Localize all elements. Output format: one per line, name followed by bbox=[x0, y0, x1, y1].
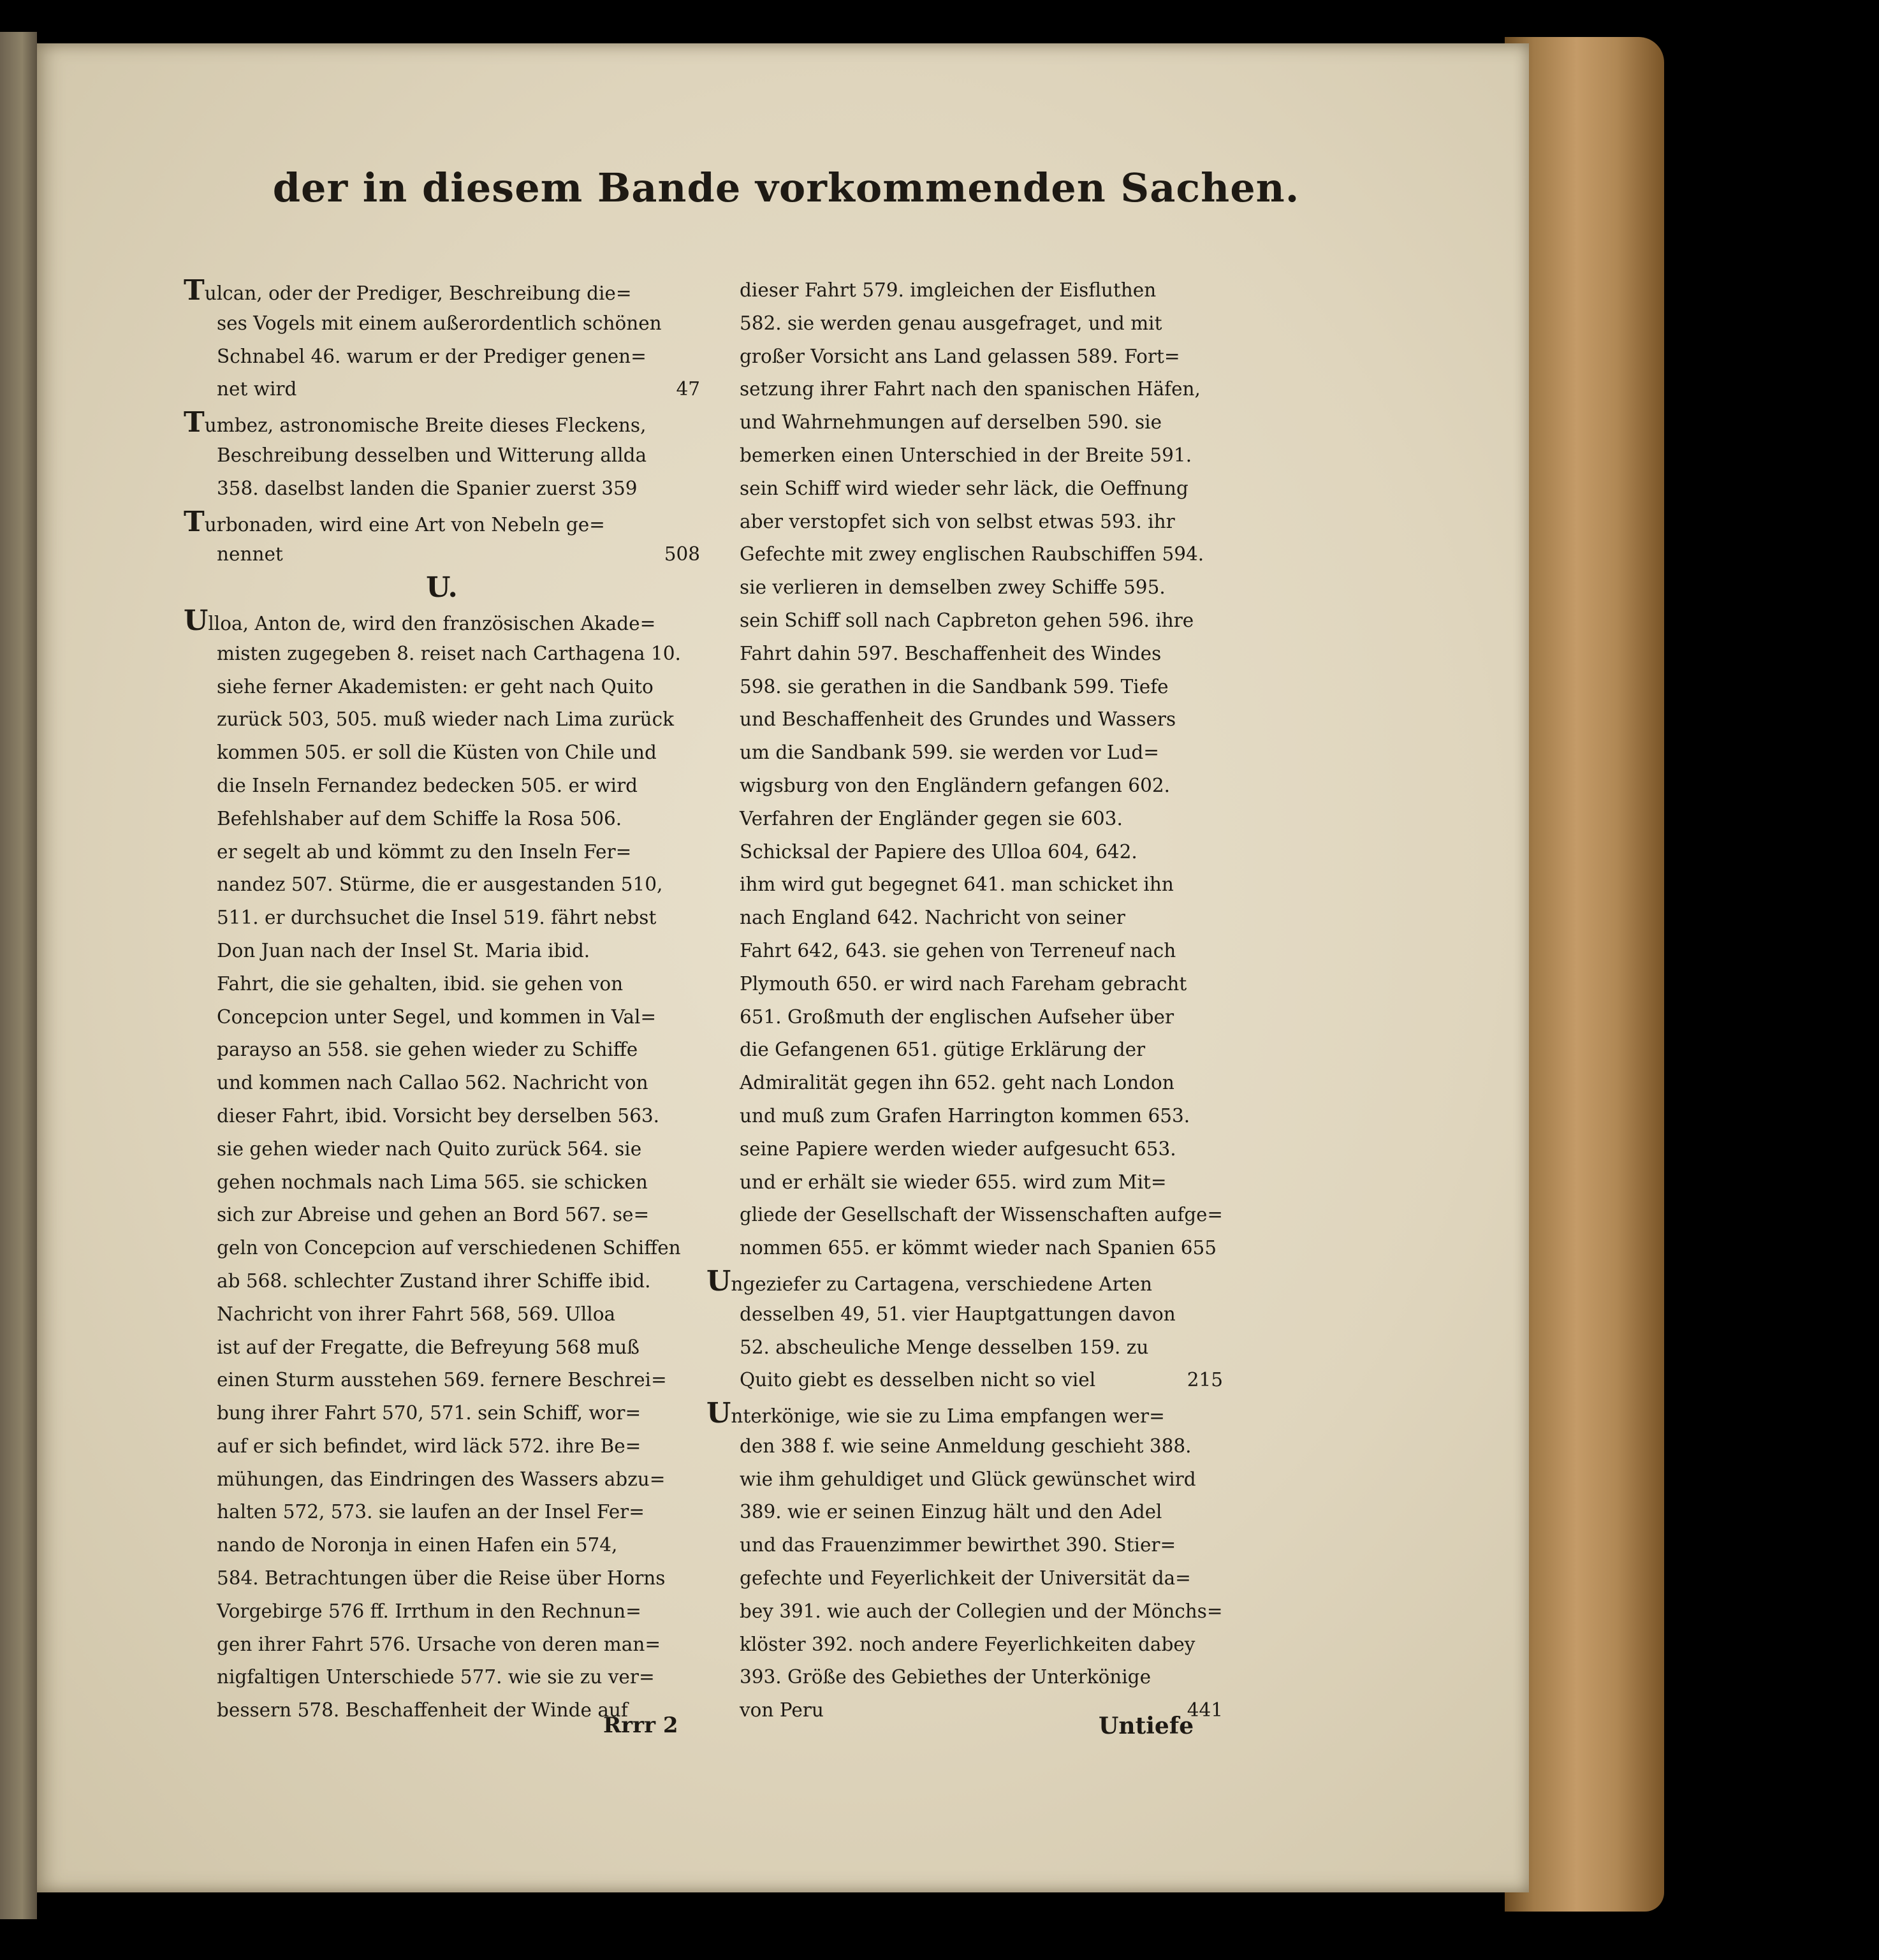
index-line bbox=[184, 1166, 700, 1199]
index-line bbox=[706, 506, 1223, 539]
line-text: er segelt ab und kömmt zu den Inseln Fer= bbox=[217, 840, 632, 863]
index-line bbox=[184, 1232, 700, 1265]
line-text: Turbonaden, wird eine Art von Nebeln ge= bbox=[184, 505, 605, 538]
index-line bbox=[706, 1529, 1223, 1562]
index-line bbox=[184, 373, 700, 406]
line-text: die Gefangenen 651. gütige Erklärung der bbox=[740, 1039, 1146, 1061]
index-line bbox=[184, 1034, 700, 1067]
index-line bbox=[184, 736, 700, 770]
line-text: 651. Großmuth der englischen Aufseher über bbox=[740, 1006, 1174, 1028]
index-line bbox=[184, 868, 700, 902]
line-text: Ulloa, Anton de, wird den französischen Akade= bbox=[184, 604, 656, 637]
index-line bbox=[184, 1529, 700, 1562]
index-line bbox=[706, 274, 1223, 307]
line-text: setzung ihrer Fahrt nach den spanischen Häfen, bbox=[740, 378, 1201, 400]
line-text: Concepcion unter Segel, und kommen in Val= bbox=[217, 1006, 657, 1028]
line-text: bemerken einen Unterschied in der Breite 591. bbox=[740, 444, 1192, 466]
line-text: Beschreibung desselben und Witterung allda bbox=[217, 444, 647, 466]
index-entry-head bbox=[184, 406, 700, 439]
index-line bbox=[706, 1496, 1223, 1529]
line-text: sich zur Abreise und gehen an Bord 567. se= bbox=[217, 1204, 650, 1226]
line-text: 358. daselbst landen die Spanier zuerst 359 bbox=[217, 477, 638, 499]
line-text: dieser Fahrt, ibid. Vorsicht bey derselben 563. bbox=[217, 1104, 660, 1127]
line-text: und Beschaffenheit des Grundes und Wassers bbox=[740, 708, 1176, 731]
line-text: Tulcan, oder der Prediger, Beschreibung die= bbox=[184, 274, 632, 307]
index-line bbox=[184, 1463, 700, 1496]
index-line bbox=[706, 1166, 1223, 1199]
line-text: sein Schiff soll nach Capbreton gehen 596. ihre bbox=[740, 609, 1194, 631]
line-text: und das Frauenzimmer bewirthet 390. Stier= bbox=[740, 1534, 1176, 1556]
index-line bbox=[706, 1628, 1223, 1662]
index-line bbox=[706, 770, 1223, 803]
index-line bbox=[706, 1001, 1223, 1034]
index-line bbox=[184, 1595, 700, 1628]
running-head: der in diesem Bande vorkommenden Sachen. bbox=[272, 165, 1300, 211]
line-text: sein Schiff wird wieder sehr läck, die Oeffnung bbox=[740, 477, 1188, 499]
line-text: klöster 392. noch andere Feyerlichkeiten dabey bbox=[740, 1633, 1195, 1655]
line-text: bung ihrer Fahrt 570, 571. sein Schiff, wor= bbox=[217, 1402, 641, 1424]
index-line bbox=[184, 836, 700, 869]
line-text: zurück 503, 505. muß wieder nach Lima zurück bbox=[217, 708, 675, 731]
line-text: nigfaltigen Unterschiede 577. wie sie zu ver= bbox=[217, 1666, 655, 1688]
line-text: und er erhält sie wieder 655. wird zum Mit= bbox=[740, 1171, 1167, 1193]
index-line bbox=[184, 1067, 700, 1100]
line-text: Plymouth 650. er wird nach Fareham gebracht bbox=[740, 972, 1187, 995]
page-number: 215 bbox=[1187, 1369, 1223, 1391]
line-text: einen Sturm ausstehen 569. fernere Beschrei= bbox=[217, 1369, 667, 1391]
index-line bbox=[706, 1661, 1223, 1694]
index-line bbox=[184, 703, 700, 736]
line-text: gliede der Gesellschaft der Wissenschaften aufge= bbox=[740, 1204, 1223, 1226]
index-line bbox=[706, 1562, 1223, 1595]
line-text: seine Papiere werden wieder aufgesucht 653. bbox=[740, 1137, 1176, 1160]
index-line bbox=[706, 703, 1223, 736]
index-line bbox=[706, 1067, 1223, 1100]
section-letter bbox=[184, 571, 700, 604]
index-line bbox=[184, 1661, 700, 1694]
line-text: Schnabel 46. warum er der Prediger genen= bbox=[217, 345, 647, 367]
line-text: wie ihm gehuldiget und Glück gewünschet wird bbox=[740, 1468, 1196, 1490]
index-line bbox=[706, 1100, 1223, 1133]
index-line bbox=[706, 340, 1223, 374]
index-line bbox=[706, 1298, 1223, 1331]
page-number: 508 bbox=[664, 543, 700, 566]
index-line bbox=[184, 538, 700, 571]
index-line bbox=[184, 307, 700, 340]
line-text: ist auf der Fregatte, die Befreyung 568 muß bbox=[217, 1336, 640, 1358]
line-text: Gefechte mit zwey englischen Raubschiffen 594. bbox=[740, 543, 1204, 566]
line-text: Fahrt, die sie gehalten, ibid. sie gehen von bbox=[217, 972, 624, 995]
line-text: geln von Concepcion auf verschiedenen Schiffen bbox=[217, 1237, 681, 1259]
line-text: gehen nochmals nach Lima 565. sie schicken bbox=[217, 1171, 648, 1193]
index-column-left bbox=[184, 274, 700, 1727]
index-line bbox=[706, 1331, 1223, 1364]
page-number: 47 bbox=[676, 378, 700, 400]
line-text: nach England 642. Nachricht von seiner bbox=[740, 907, 1125, 929]
line-text: net wird bbox=[217, 378, 297, 400]
line-text: Verfahren der Engländer gegen sie 603. bbox=[740, 807, 1123, 830]
index-line bbox=[184, 1397, 700, 1430]
line-text: bey 391. wie auch der Collegien und der Mönchs= bbox=[740, 1600, 1223, 1622]
line-text: nando de Noronja in einen Hafen ein 574, bbox=[217, 1534, 618, 1556]
index-line bbox=[184, 902, 700, 935]
index-line bbox=[184, 1001, 700, 1034]
line-text: Admiralität gegen ihn 652. geht nach London bbox=[740, 1072, 1174, 1094]
index-page bbox=[37, 43, 1529, 1892]
index-line bbox=[706, 638, 1223, 671]
index-line bbox=[706, 373, 1223, 406]
line-text: Don Juan nach der Insel St. Maria ibid. bbox=[217, 939, 590, 962]
index-line bbox=[184, 1199, 700, 1232]
page-number: 441 bbox=[1187, 1699, 1223, 1722]
index-entry-head bbox=[184, 604, 700, 638]
index-line bbox=[706, 1595, 1223, 1628]
line-text: die Inseln Fernandez bedecken 505. er wird bbox=[217, 774, 638, 796]
index-line bbox=[706, 439, 1223, 472]
line-text: sie gehen wieder nach Quito zurück 564. sie bbox=[217, 1137, 642, 1160]
index-line bbox=[706, 1463, 1223, 1496]
line-text: 582. sie werden genau ausgefraget, und mit bbox=[740, 312, 1162, 334]
index-line bbox=[184, 638, 700, 671]
index-line bbox=[184, 770, 700, 803]
line-text: wigsburg von den Engländern gefangen 602. bbox=[740, 774, 1170, 796]
line-text: und kommen nach Callao 562. Nachricht von bbox=[217, 1072, 648, 1094]
index-line bbox=[706, 307, 1223, 340]
index-line bbox=[184, 472, 700, 506]
index-line bbox=[706, 803, 1223, 836]
index-line bbox=[184, 1265, 700, 1298]
line-text: 393. Größe des Gebiethes der Unterkönige bbox=[740, 1666, 1152, 1688]
index-entry-head bbox=[184, 506, 700, 539]
line-text: desselben 49, 51. vier Hauptgattungen davon bbox=[740, 1303, 1176, 1325]
line-text: 598. sie gerathen in die Sandbank 599. Tiefe bbox=[740, 675, 1169, 698]
line-text: Schicksal der Papiere des Ulloa 604, 642. bbox=[740, 840, 1137, 863]
catchword: Untiefe bbox=[1099, 1713, 1194, 1739]
line-text: Quito giebt es desselben nicht so viel bbox=[740, 1369, 1096, 1391]
line-text: parayso an 558. sie gehen wieder zu Schiffe bbox=[217, 1039, 638, 1061]
line-text: nommen 655. er kömmt wieder nach Spanien 655 bbox=[740, 1237, 1217, 1259]
line-text: um die Sandbank 599. sie werden vor Lud= bbox=[740, 742, 1160, 764]
index-line bbox=[184, 1562, 700, 1595]
index-line bbox=[184, 1100, 700, 1133]
index-line bbox=[706, 868, 1223, 902]
line-text: und muß zum Grafen Harrington kommen 653. bbox=[740, 1104, 1190, 1127]
line-text: 511. er durchsuchet die Insel 519. fährt nebst bbox=[217, 907, 657, 929]
line-text: gefechte und Feyerlichkeit der Universität da= bbox=[740, 1567, 1191, 1590]
previous-page-edge bbox=[0, 32, 37, 1919]
index-line bbox=[706, 902, 1223, 935]
line-text: Vorgebirge 576 ff. Irrthum in den Rechnun= bbox=[217, 1600, 641, 1622]
index-line bbox=[706, 406, 1223, 439]
index-line bbox=[184, 935, 700, 968]
index-line bbox=[706, 1133, 1223, 1166]
index-line bbox=[706, 671, 1223, 704]
line-text: ses Vogels mit einem außerordentlich schönen bbox=[217, 312, 662, 334]
index-entry-head bbox=[706, 1265, 1223, 1298]
line-text: ab 568. schlechter Zustand ihrer Schiffe ibid. bbox=[217, 1269, 651, 1292]
index-line bbox=[184, 1133, 700, 1166]
signature-mark: Rrrr 2 bbox=[603, 1713, 678, 1738]
line-text: Ungeziefer zu Cartagena, verschiedene Arten bbox=[706, 1264, 1152, 1298]
index-line bbox=[184, 968, 700, 1001]
line-text: Fahrt dahin 597. Beschaffenheit des Windes bbox=[740, 642, 1162, 664]
index-line bbox=[706, 1199, 1223, 1232]
index-line bbox=[706, 935, 1223, 968]
line-text: siehe ferner Akademisten: er geht nach Quito bbox=[217, 675, 654, 698]
line-text: und Wahrnehmungen auf derselben 590. sie bbox=[740, 411, 1162, 434]
line-text: dieser Fahrt 579. imgleichen der Eisfluthen bbox=[740, 279, 1157, 301]
index-line bbox=[706, 1430, 1223, 1463]
index-line bbox=[184, 1298, 700, 1331]
line-text: nennet bbox=[217, 543, 283, 566]
line-text: Befehlshaber auf dem Schiffe la Rosa 506. bbox=[217, 807, 622, 830]
index-entry-head bbox=[706, 1397, 1223, 1430]
index-line bbox=[184, 439, 700, 472]
line-text: kommen 505. er soll die Küsten von Chile und bbox=[217, 742, 657, 764]
index-line bbox=[706, 571, 1223, 604]
line-text: den 388 f. wie seine Anmeldung geschieht 388. bbox=[740, 1435, 1192, 1457]
line-text: sie verlieren in demselben zwey Schiffe 595. bbox=[740, 576, 1166, 599]
index-line bbox=[706, 1034, 1223, 1067]
index-line bbox=[184, 1496, 700, 1529]
index-line bbox=[184, 1331, 700, 1364]
line-text: halten 572, 573. sie laufen an der Insel Fer= bbox=[217, 1501, 645, 1523]
line-text: nandez 507. Stürme, die er ausgestanden 510, bbox=[217, 874, 663, 896]
line-text: von Peru bbox=[740, 1699, 824, 1722]
index-line bbox=[706, 538, 1223, 571]
line-text: ihm wird gut begegnet 641. man schicket ihn bbox=[740, 874, 1174, 896]
index-line bbox=[706, 1232, 1223, 1265]
index-line bbox=[184, 1364, 700, 1397]
index-column-right bbox=[706, 274, 1223, 1727]
line-text: misten zugegeben 8. reiset nach Carthagena 10. bbox=[217, 642, 681, 664]
index-line bbox=[706, 836, 1223, 869]
index-line bbox=[706, 968, 1223, 1001]
line-text: Unterkönige, wie sie zu Lima empfangen wer= bbox=[706, 1397, 1165, 1430]
index-line bbox=[184, 803, 700, 836]
line-text: 389. wie er seinen Einzug hält und den Adel bbox=[740, 1501, 1162, 1523]
line-text: U. bbox=[426, 571, 458, 604]
index-line bbox=[706, 472, 1223, 506]
line-text: Nachricht von ihrer Fahrt 568, 569. Ulloa bbox=[217, 1303, 616, 1325]
index-line bbox=[184, 1430, 700, 1463]
line-text: aber verstopfet sich von selbst etwas 593. ihr bbox=[740, 510, 1175, 532]
index-line bbox=[706, 736, 1223, 770]
index-line bbox=[184, 340, 700, 374]
line-text: auf er sich befindet, wird läck 572. ihre Be= bbox=[217, 1435, 641, 1457]
line-text: 52. abscheuliche Menge desselben 159. zu bbox=[740, 1336, 1149, 1358]
line-text: Tumbez, astronomische Breite dieses Fleckens, bbox=[184, 406, 647, 439]
index-line bbox=[706, 604, 1223, 638]
line-text: gen ihrer Fahrt 576. Ursache von deren man= bbox=[217, 1633, 661, 1655]
index-line bbox=[706, 1364, 1223, 1397]
line-text: Fahrt 642, 643. sie gehen von Terreneuf nach bbox=[740, 939, 1176, 962]
index-line bbox=[184, 1628, 700, 1662]
line-text: bessern 578. Beschaffenheit der Winde auf bbox=[217, 1699, 628, 1722]
line-text: 584. Betrachtungen über die Reise über Horns bbox=[217, 1567, 666, 1590]
index-entry-head bbox=[184, 274, 700, 307]
index-line bbox=[184, 671, 700, 704]
line-text: mühungen, das Eindringen des Wassers abzu= bbox=[217, 1468, 666, 1490]
line-text: großer Vorsicht ans Land gelassen 589. Fort= bbox=[740, 345, 1180, 367]
